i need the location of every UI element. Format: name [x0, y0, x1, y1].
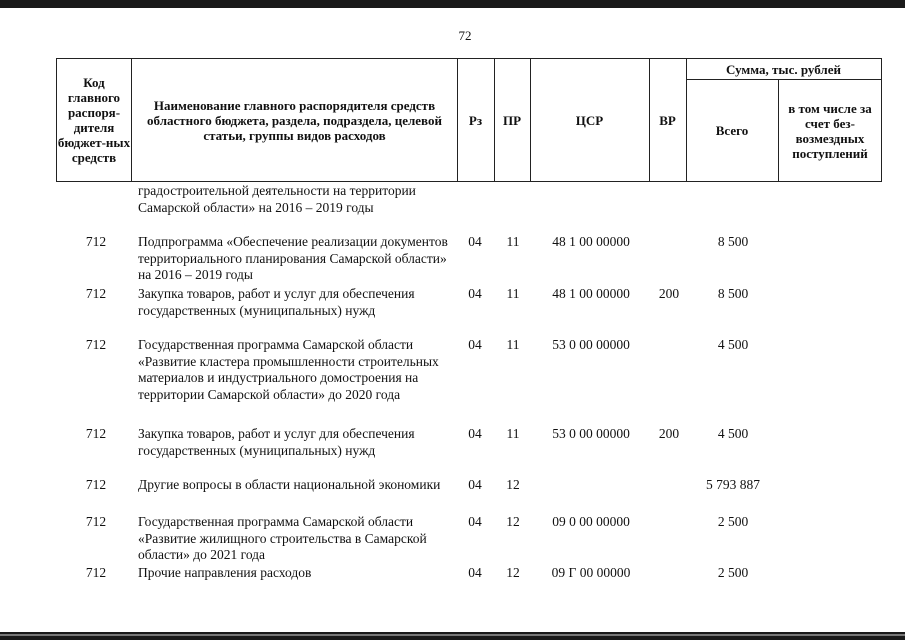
row-vr: 200 [658, 426, 680, 441]
row-total: 2 500 [717, 514, 749, 529]
row-pr: 11 [506, 234, 520, 249]
row-csr: 48 1 00 00000 [552, 234, 630, 249]
row-pr: 11 [506, 286, 520, 301]
row-name: Закупка товаров, работ и услуг для обеспечения государственных (муниципальных) нужд [138, 286, 415, 318]
header-pr: ПР [502, 112, 522, 128]
header-code: Код главного распоря-дителя бюджет-ных средств [57, 75, 131, 165]
row-name: Другие вопросы в области национальной экономики [138, 477, 441, 492]
row-total: 2 500 [717, 565, 749, 580]
page-number: 72 [458, 28, 472, 43]
row-total: 4 500 [717, 426, 749, 441]
header-name: Наименование главного распорядителя средств областного бюджета, раздела, подраздела, целевой статьи, группы видов расходов [147, 97, 442, 143]
row-name: Закупка товаров, работ и услуг для обеспечения государственных (муниципальных) нужд [138, 426, 415, 458]
row-rz: 04 [468, 286, 482, 301]
row-total: 8 500 [717, 286, 749, 301]
row-code: 712 [85, 426, 107, 441]
row-name: Государственная программа Самарской области «Развитие жилищного строительства в Самарской области» до 2021 года [138, 514, 427, 562]
row-csr: 09 0 00 00000 [552, 514, 630, 529]
row-total: 4 500 [717, 337, 749, 352]
row-csr: 53 0 00 00000 [552, 337, 630, 352]
row-csr: 53 0 00 00000 [552, 426, 630, 441]
row-name: Прочие направления расходов [138, 565, 312, 580]
header-free: в том числе за счет без-возмездных поступлений [788, 100, 872, 161]
row-rz: 04 [468, 565, 482, 580]
header-total: Всего [715, 123, 749, 138]
row-code: 712 [85, 286, 107, 301]
row-rz: 04 [468, 514, 482, 529]
row-code: 712 [85, 234, 107, 249]
row-pr: 11 [506, 426, 520, 441]
row-code: 712 [85, 337, 107, 352]
header-sum: Сумма, тыс. рублей [726, 61, 841, 77]
row-code: 712 [85, 514, 107, 529]
row-csr: 09 Г 00 00000 [551, 565, 631, 580]
row-name: Государственная программа Самарской области «Развитие кластера промышленности строительных материалов и индустриального домостроения на территории Самарской области» до 2020 года [138, 337, 439, 402]
row-total: 8 500 [717, 234, 749, 249]
row-rz: 04 [468, 477, 482, 492]
row-rz: 04 [468, 426, 482, 441]
row-code: 712 [85, 565, 107, 580]
row-pr: 11 [506, 337, 520, 352]
row-name: градостроительной деятельности на территории Самарской области» на 2016 – 2019 годы [138, 183, 416, 215]
table-header [56, 58, 882, 182]
header-vr: ВР [659, 112, 676, 128]
row-pr: 12 [506, 514, 520, 529]
row-rz: 04 [468, 337, 482, 352]
row-pr: 12 [506, 477, 520, 492]
scan-border-top [0, 0, 905, 8]
row-vr: 200 [658, 286, 680, 301]
row-pr: 12 [506, 565, 520, 580]
row-name: Подпрограмма «Обеспечение реализации документов территориального планирования Самарской области» на 2016 – 2019 годы [138, 234, 448, 282]
header-csr: ЦСР [575, 112, 604, 128]
row-rz: 04 [468, 234, 482, 249]
row-code: 712 [85, 477, 107, 492]
header-rz: Рз [468, 112, 483, 128]
scan-border-bottom-inner [0, 634, 905, 636]
row-csr: 48 1 00 00000 [552, 286, 630, 301]
row-total: 5 793 887 [706, 477, 760, 492]
